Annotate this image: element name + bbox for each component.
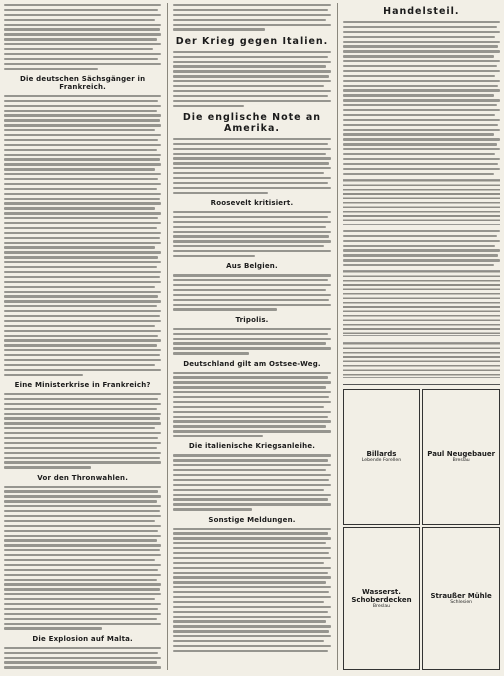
article-text [4, 646, 161, 670]
article-text [173, 273, 330, 311]
advertisement: Paul Neugebauer Breslau [422, 389, 500, 524]
column-1 [4, 3, 161, 670]
headline: Roosevelt kritisiert. [210, 198, 294, 207]
column-2 [167, 3, 330, 670]
advertisement: Billards Lebende Forellen [343, 389, 421, 524]
article-text [4, 3, 161, 70]
newspaper-page [4, 3, 500, 670]
article-text [173, 3, 330, 31]
article-text [4, 94, 161, 376]
headline: Der Krieg gegen Italien. [175, 35, 329, 47]
headline: Tripolis. [235, 315, 269, 324]
article-text [173, 210, 330, 257]
article-text [173, 453, 330, 510]
advertisement: Straußer Mühle Schlesien [422, 527, 500, 670]
advertisement: Wasserst. Schoberdecken Breslau [343, 527, 421, 670]
article-text [4, 485, 161, 630]
headline: Sonstige Meldungen. [208, 515, 296, 524]
article-text [173, 50, 330, 107]
headline: Die englische Note an Amerika. [182, 111, 322, 134]
price-table [343, 270, 500, 336]
headline: Die deutschen Sächsgänger in Frankreich. [19, 74, 146, 91]
market-table [343, 179, 500, 225]
column-3 [337, 3, 500, 670]
article-text [173, 327, 330, 355]
headline: Vor den Thronwahlen. [37, 473, 129, 482]
headline: Aus Belgien. [226, 262, 278, 271]
article-text [343, 229, 500, 267]
divider [343, 384, 500, 385]
headline: Eine Ministerkrise in Frankreich? [14, 380, 151, 389]
advertisements [343, 389, 500, 670]
article-text [4, 392, 161, 469]
article-text [343, 20, 500, 175]
headline: Deutschland gilt am Ostsee-Weg. [183, 359, 321, 368]
headline: Handelsteil. [383, 6, 460, 17]
article-text [173, 371, 330, 438]
headline: Die Explosion auf Malta. [32, 634, 133, 643]
article-text [173, 527, 330, 653]
headline: Die italienische Kriegsanleihe. [188, 442, 316, 451]
exchange-table [343, 342, 500, 378]
article-text [173, 137, 330, 194]
